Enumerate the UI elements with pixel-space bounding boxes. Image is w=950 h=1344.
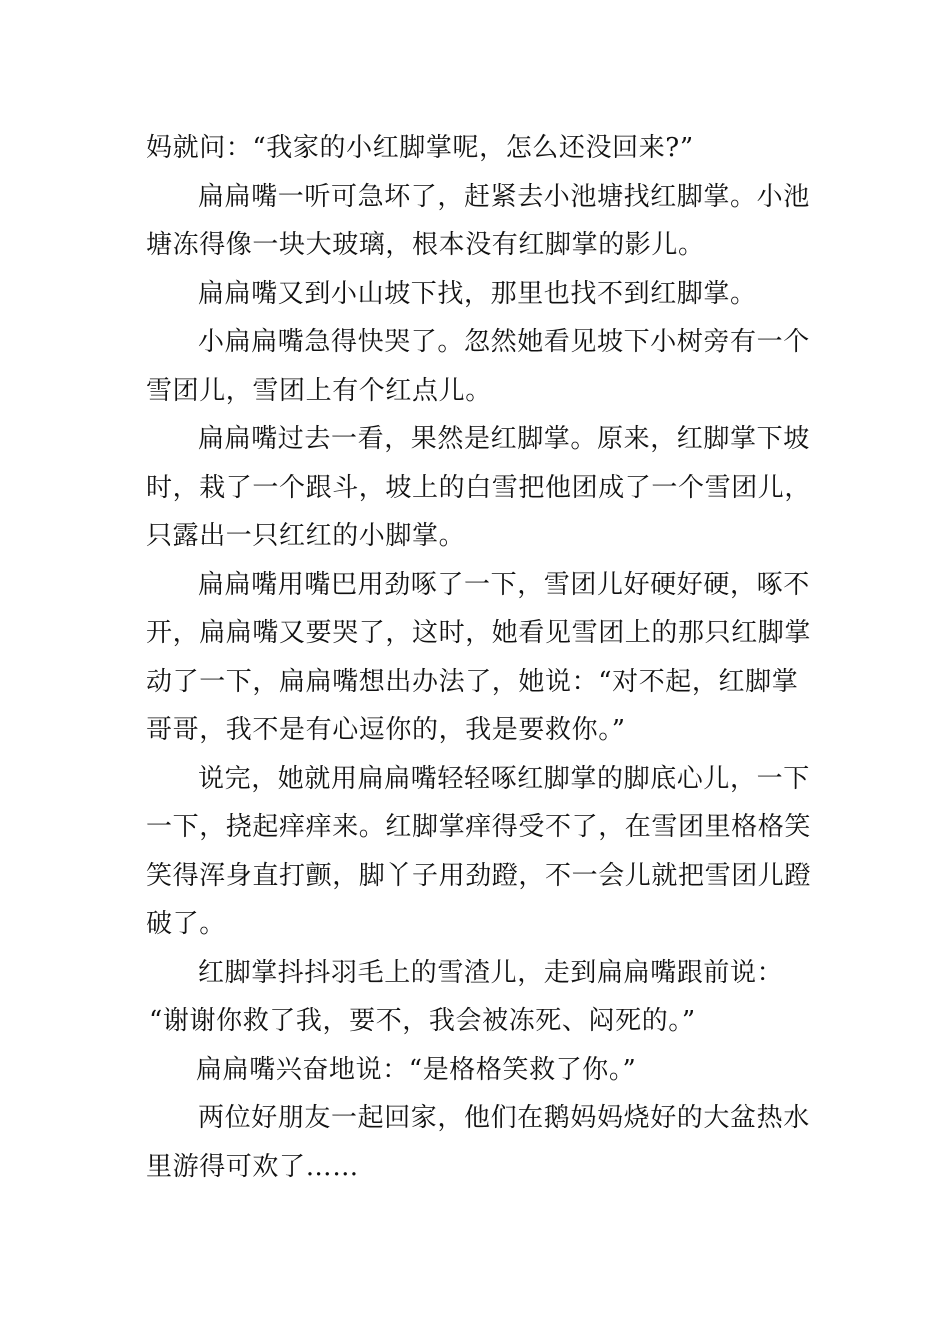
text-line-3: 塘冻得像一块大玻璃，根本没有红脚掌的影儿。 [146, 230, 705, 260]
text-line-18: 红脚掌抖抖羽毛上的雪渣儿，走到扁扁嘴跟前说： [198, 957, 784, 988]
text-line-6: 雪团儿，雪团上有个红点儿。 [146, 375, 492, 406]
text-line-16: 笑得浑身直打颤，脚丫子用劲蹬，不一会儿就把雪团儿蹬 [146, 860, 812, 891]
text-line-12: 动了一下，扁扁嘴想出办法了，她说：“对不起，红脚掌 [146, 666, 799, 697]
text-line-19: “谢谢你救了我，要不，我会被冻死、闷死的。” [149, 1006, 696, 1036]
story-text [146, 124, 810, 1191]
text-line-21: 两位好朋友一起回家，他们在鹅妈妈烧好的大盆热水 [198, 1103, 810, 1133]
text-line-7: 扁扁嘴过去一看，果然是红脚掌。原来，红脚掌下坡 [198, 424, 810, 454]
text-line-9: 只露出一只红红的小脚掌。 [146, 521, 466, 551]
text-line-5: 小扁扁嘴急得快哭了。忽然她看见坡下小树旁有一个 [198, 327, 810, 357]
text-line-8: 时，栽了一个跟斗，坡上的白雪把他团成了一个雪团儿， [146, 472, 812, 503]
text-line-15: 一下，挠起痒痒来。红脚掌痒得受不了，在雪团里格格笑 [146, 812, 812, 842]
text-line-13: 哥哥，我不是有心逗你的，我是要救你。” [146, 715, 626, 745]
text-line-11: 开，扁扁嘴又要哭了，这时，她看见雪团上的那只红脚掌 [146, 618, 812, 648]
text-line-22: 里游得可欢了…… [146, 1151, 359, 1182]
text-line-17: 破了。 [146, 909, 226, 939]
text-line-2: 扁扁嘴一听可急坏了，赶紧去小池塘找红脚掌。小池 [198, 181, 810, 212]
text-line-4: 扁扁嘴又到小山坡下找，那里也找不到红脚掌。 [198, 278, 757, 309]
text-line-20: 扁扁嘴兴奋地说：“是格格笑救了你。” [196, 1054, 637, 1085]
text-line-10: 扁扁嘴用嘴巴用劲啄了一下，雪团儿好硬好硬，啄不 [198, 569, 810, 600]
text-line-1: 妈就问：“我家的小红脚掌呢，怎么还没回来?” [146, 133, 694, 163]
text-line-14: 说完，她就用扁扁嘴轻轻啄红脚掌的脚底心儿，一下 [198, 763, 810, 794]
